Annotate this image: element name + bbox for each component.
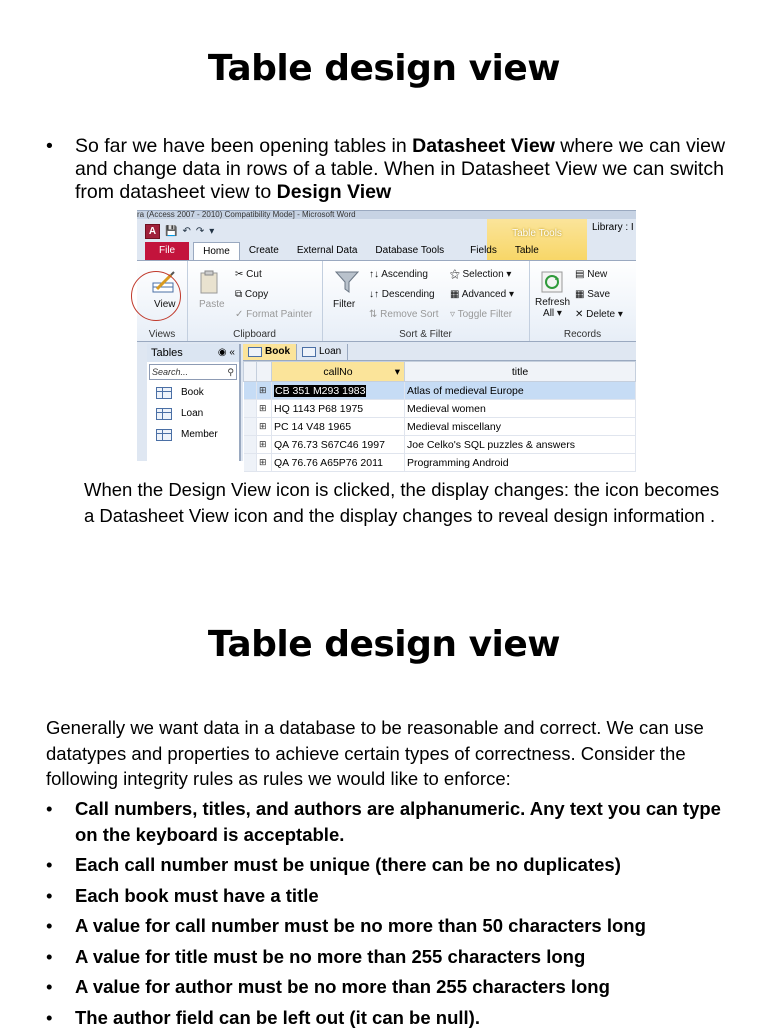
intro-text-part1: So far we have been opening tables in: [75, 135, 413, 157]
search-icon[interactable]: ⚲: [227, 367, 234, 377]
tab-fields[interactable]: Fields: [470, 245, 497, 256]
redo-icon[interactable]: ↷: [195, 225, 205, 237]
row-selector[interactable]: [244, 400, 257, 418]
table-icon: [156, 387, 172, 399]
records-group: [529, 261, 636, 341]
advanced-button[interactable]: ▦ Advanced ▾: [450, 289, 514, 300]
advanced-icon: ▦: [450, 289, 462, 300]
tab-external-data[interactable]: External Data: [296, 245, 358, 256]
list-item: • A value for author must be no more than 255 characters long: [46, 974, 736, 1000]
table-row[interactable]: [244, 436, 636, 454]
selection-button[interactable]: ⚝ Selection ▾: [450, 269, 512, 280]
refresh-icon[interactable]: [539, 269, 565, 295]
column-header-callno[interactable]: callNo ▾: [272, 362, 405, 382]
remove-sort-icon: ⇅: [369, 309, 381, 320]
bullet-glyph: •: [46, 135, 53, 157]
table-icon: [156, 408, 172, 420]
expand-icon[interactable]: ⊞: [257, 436, 272, 454]
bullet-glyph: •: [46, 798, 53, 819]
format-painter-button[interactable]: ✓ Format Painter: [235, 309, 313, 320]
slide-title: Table design view: [207, 48, 561, 89]
design-view-caption: When the Design View icon is clicked, the display changes: the icon becomes a Datasheet View icon and the display changes to reveal design information .: [84, 479, 720, 526]
cell-title[interactable]: Medieval miscellany: [405, 418, 636, 436]
undo-icon[interactable]: ↶: [182, 225, 191, 237]
integrity-intro: Generally we want data in a database to be reasonable and correct. We can use datatypes and properties to achieve certain types of correctness. Consider the following integrity rules as rules we would like to enforce:: [46, 717, 704, 789]
cell-callno[interactable]: QA 76.73 S67C46 1997: [272, 436, 405, 454]
doc-tab-loan[interactable]: Loan: [297, 344, 348, 360]
column-dropdown-icon[interactable]: ▾: [394, 365, 400, 378]
toggle-filter-button[interactable]: ▿ Toggle Filter: [450, 309, 513, 320]
views-group-label: Views: [148, 329, 176, 340]
row-selector[interactable]: [244, 454, 257, 472]
design-view-term: Design View: [276, 181, 392, 203]
column-header-title[interactable]: title: [405, 362, 636, 382]
tab-create[interactable]: Create: [248, 245, 279, 256]
views-group: [137, 261, 188, 341]
table-row[interactable]: [244, 454, 636, 472]
expand-icon[interactable]: ⊞: [257, 454, 272, 472]
table-tools-context: Table Tools: [487, 219, 587, 271]
view-button[interactable]: View: [154, 299, 176, 310]
window-title-strip: ra (Access 2007 - 2010) Compatibility Mode] - Microsoft Word: [137, 211, 636, 219]
table-icon: [248, 347, 262, 357]
navigation-pane: [147, 344, 241, 461]
records-group-label: Records: [563, 329, 602, 340]
cell-callno[interactable]: PC 14 V48 1965: [272, 418, 405, 436]
toggle-filter-icon: ▿: [450, 309, 458, 320]
delete-icon: ✕: [575, 309, 587, 320]
bullet-glyph: •: [46, 915, 53, 936]
save-record-button[interactable]: ▦ Save: [575, 289, 611, 300]
doc-tab-book[interactable]: Book: [243, 344, 297, 360]
tab-table[interactable]: Table: [514, 245, 539, 256]
customize-toolbar-icon[interactable]: ▾: [209, 225, 215, 237]
datasheet-view-term: Datasheet View: [412, 135, 555, 157]
cell-title[interactable]: Medieval women: [405, 400, 636, 418]
bullet-glyph: •: [46, 884, 53, 906]
nav-pane-controls-icon[interactable]: ◉ «: [217, 347, 235, 358]
filter-button[interactable]: Filter: [333, 299, 356, 310]
clipboard-group: [187, 261, 323, 341]
expand-icon[interactable]: ⊞: [257, 382, 272, 400]
clipboard-group-label: Clipboard: [233, 329, 276, 340]
paste-button[interactable]: Paste: [199, 299, 225, 310]
bullet-glyph: •: [46, 976, 53, 997]
nav-search-input[interactable]: Search... ⚲: [149, 364, 237, 380]
brush-icon: ✓: [235, 309, 247, 320]
list-item: • Each book must have a title: [46, 883, 736, 909]
expand-header: [257, 362, 272, 382]
sort-descending-icon: ↓↑: [369, 289, 382, 300]
highlight-circle: [131, 271, 181, 321]
new-record-icon: ▤: [575, 269, 588, 280]
row-selector[interactable]: [244, 418, 257, 436]
descending-button[interactable]: ↓↑ Descending: [369, 289, 435, 300]
intro-bullet: [46, 135, 726, 204]
book-table: [243, 361, 636, 472]
integrity-rules-list: [46, 796, 736, 1035]
list-item: • Each call number must be unique (there can be no duplicates): [46, 852, 736, 878]
expand-icon[interactable]: ⊞: [257, 400, 272, 418]
copy-icon: ⧉: [235, 289, 245, 300]
row-selector[interactable]: [244, 436, 257, 454]
access-screenshot: [137, 210, 636, 469]
cell-title[interactable]: Atlas of medieval Europe: [405, 382, 636, 400]
cut-button[interactable]: ✂ Cut: [235, 269, 262, 280]
cell-callno[interactable]: QA 76.76 A65P76 2011: [272, 454, 405, 472]
select-all-cell[interactable]: [244, 362, 257, 382]
list-item: • The author field can be left out (it can be null).: [46, 1005, 736, 1031]
nav-item-book[interactable]: Book: [147, 382, 239, 403]
tab-file[interactable]: File: [145, 242, 189, 260]
expand-icon[interactable]: ⊞: [257, 418, 272, 436]
intro-text: [75, 135, 726, 204]
cell-title[interactable]: Joe Celko's SQL puzzles & answers: [405, 436, 636, 454]
cell-title[interactable]: Programming Android: [405, 454, 636, 472]
paste-icon[interactable]: [197, 269, 223, 295]
datasheet: [243, 344, 636, 469]
list-item: • A value for call number must be no more than 50 characters long: [46, 913, 736, 939]
ascending-button[interactable]: ↑↓ Ascending: [369, 269, 428, 280]
table-icon: [302, 347, 316, 357]
save-icon[interactable]: 💾: [165, 225, 178, 237]
document-tabs: [243, 344, 636, 361]
cell-callno[interactable]: HQ 1143 P68 1975: [272, 400, 405, 418]
list-item: • A value for title must be no more than 255 characters long: [46, 944, 736, 970]
tab-database-tools[interactable]: Database Tools: [375, 245, 445, 256]
cell-callno[interactable]: CB 351 M293 1983: [272, 382, 405, 400]
bullet-glyph: •: [46, 1006, 53, 1028]
new-record-button[interactable]: ▤ New: [575, 269, 608, 280]
table-row[interactable]: [244, 382, 636, 400]
bullet-glyph: •: [46, 945, 53, 967]
ribbon-tabs: [145, 242, 548, 260]
slide-title: Table design view: [207, 624, 561, 665]
row-selector[interactable]: [244, 382, 257, 400]
sort-filter-group-label: Sort & Filter: [399, 329, 452, 340]
nav-item-loan[interactable]: Loan: [147, 403, 239, 424]
bullet-glyph: •: [46, 854, 53, 875]
list-item: • Call numbers, titles, and authors are alphanumeric. Any text you can type on the keyboard is acceptable.: [46, 798, 721, 845]
sort-ascending-icon: ↑↓: [369, 269, 382, 280]
save-record-icon: ▦: [575, 289, 588, 300]
nav-item-member[interactable]: Member: [147, 424, 239, 445]
quick-access-toolbar: [145, 223, 214, 239]
refresh-all-button[interactable]: Refresh All ▾: [535, 297, 571, 319]
remove-sort-button[interactable]: ⇅ Remove Sort: [369, 309, 439, 320]
scissors-icon: ✂: [235, 269, 247, 280]
sort-filter-group: [322, 261, 530, 341]
tab-home[interactable]: Home: [193, 242, 240, 260]
document-title: Library : I: [592, 222, 634, 233]
filter-icon[interactable]: [334, 269, 360, 295]
delete-record-button[interactable]: ✕ Delete ▾: [575, 309, 623, 320]
table-row[interactable]: [244, 400, 636, 418]
table-row[interactable]: [244, 418, 636, 436]
table-icon: [156, 429, 172, 441]
selection-icon: ⚝: [450, 269, 463, 280]
nav-pane-header[interactable]: Tables ◉ «: [147, 344, 239, 362]
intro-text-part2: where we can view and change data in rows of a table. When in Datasheet View we can switch from datasheet view to: [75, 135, 726, 203]
access-app-icon[interactable]: A: [145, 224, 160, 239]
copy-button[interactable]: ⧉ Copy: [235, 289, 269, 300]
ribbon: [137, 260, 636, 342]
